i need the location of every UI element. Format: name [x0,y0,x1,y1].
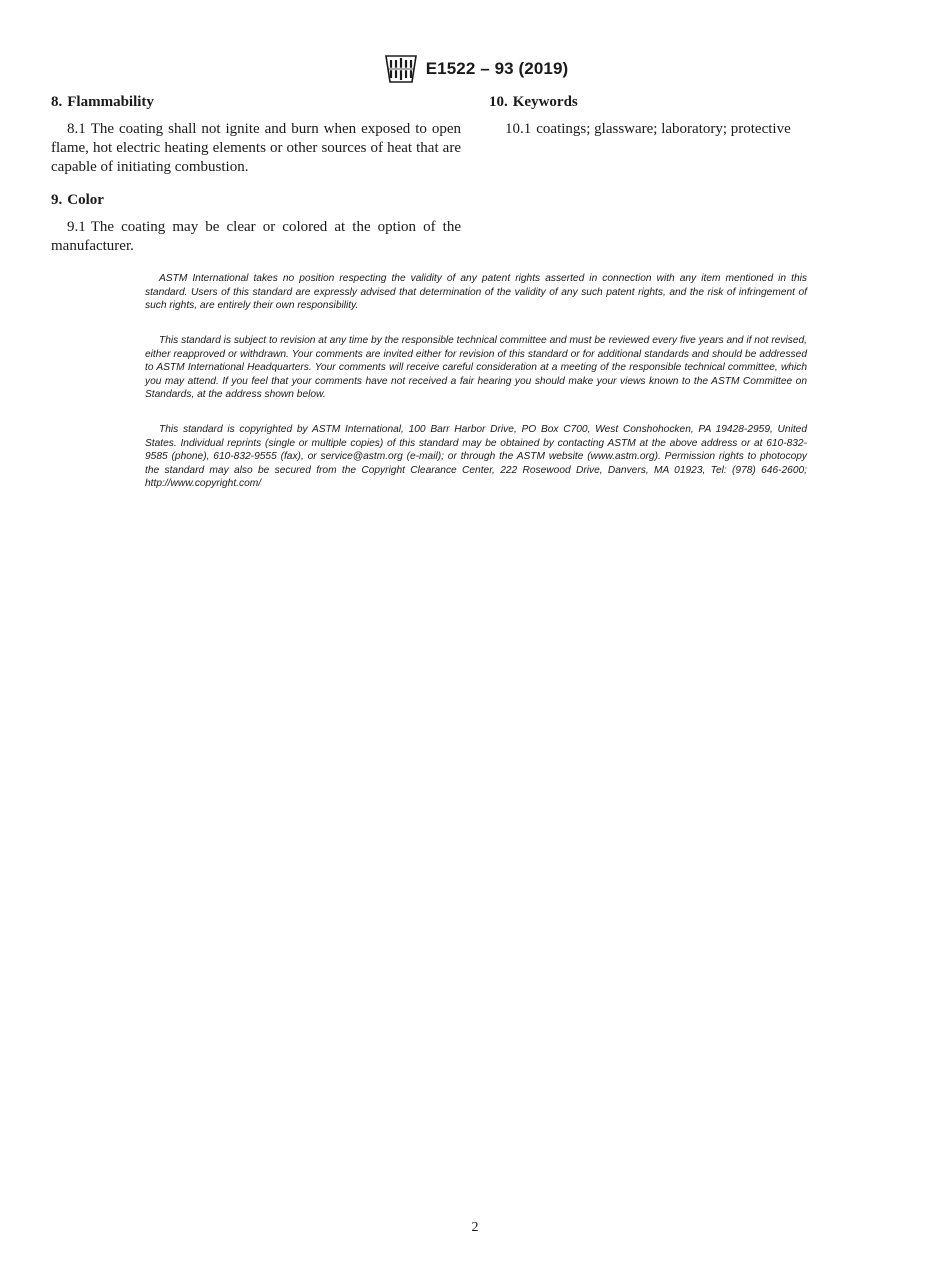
section-heading [51,93,461,112]
section-flammability [51,93,461,177]
revision-notice: This standard is subject to revision at any time by the responsible technical committee and must be reviewed every five years and if not revised, either reapproved or withdrawn. Your comments are invited either for revision of this standard or for additional standards and should be addressed to ASTM International Headquarters. Your comments will receive careful consideration at a meeting of the responsible technical committee, which you may attend. If you feel that your comments have not received a fair hearing you should make your views known to the ASTM Committee on Standards, at the address shown below. [145,335,807,401]
astm-logo-icon [382,52,420,86]
paragraph [489,120,899,139]
section-title: Flammability [67,94,154,110]
section-heading [51,191,461,210]
copyright-notice: This standard is copyrighted by ASTM International, 100 Barr Harbor Drive, PO Box C700, West Conshohocken, PA 19428-2959, United States. Individual reprints (single or multiple copies) of this standard may be obtained by contacting ASTM at the above address or at 610-832-9585 (phone), 610-832-9555 (fax), or service@astm.org (e-mail); or through the ASTM website (www.astm.org). Permission rights to photocopy the standard may also be secured from the Copyright Clearance Center, 222 Rosewood Drive, Danvers, MA 01923, Tel: (978) 646-2600; http://www.copyright.com/ [145,424,807,490]
paragraph-text: coatings; glassware; laboratory; protective [536,121,791,137]
page-number: 2 [471,1220,479,1235]
right-column [489,93,899,153]
document-header [0,52,950,86]
standard-designation: E1522 – 93 (2019) [425,59,569,78]
paragraph [51,218,461,256]
section-number: 8. [51,94,63,110]
paragraph-text: The coating may be clear or colored at the option of the manufacturer. [51,219,461,254]
section-title: Keywords [512,94,578,110]
paragraph [51,120,461,177]
section-title: Color [67,192,104,208]
paragraph-number: 10.1 [505,121,532,137]
paragraph-number: 9.1 [67,219,86,235]
section-heading [489,93,899,112]
section-keywords [489,93,899,139]
paragraph-text: The coating shall not ignite and burn when exposed to open flame, hot electric heating elements or other sources of heat that are capable of initiating combustion. [51,121,461,175]
section-number: 10. [489,94,508,110]
paragraph-number: 8.1 [67,121,86,137]
left-column [51,93,461,270]
section-number: 9. [51,192,63,208]
patent-notice: ASTM International takes no position respecting the validity of any patent rights asserted in connection with any item mentioned in this standard. Users of this standard are expressly advised that determination of the validity of any such patent rights, and the risk of infringement of such rights, are entirely their own responsibility. [145,273,807,312]
section-color [51,191,461,256]
